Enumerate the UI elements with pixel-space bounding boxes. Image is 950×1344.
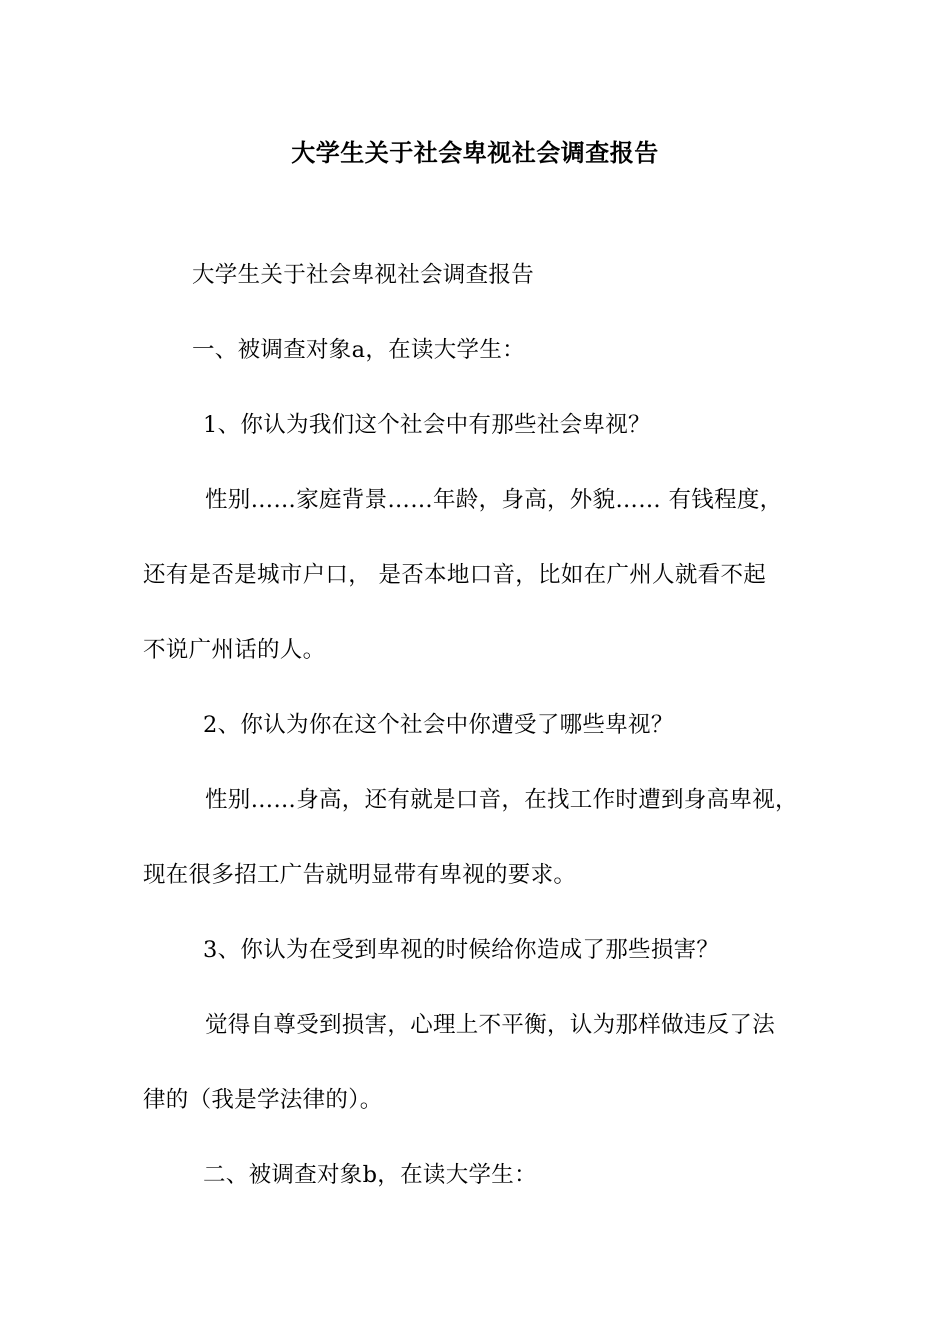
answer-2-line-1: 性别……身高，还有就是口音，在找工作时遭到身高卑视， — [205, 787, 798, 813]
answer-1-line-2: 还有是否是城市户口， 是否本地口音，比如在广州人就看不起 — [143, 562, 767, 588]
section-heading-b: 二、被调查对象b，在读大学生： — [203, 1162, 537, 1188]
question-3: 3、你认为在受到卑视的时候给你造成了那些损害？ — [203, 937, 720, 963]
answer-1-line-1: 性别……家庭背景……年龄，身高，外貌…… 有钱程度， — [205, 487, 783, 513]
answer-1-line-3: 不说广州话的人。 — [143, 637, 326, 663]
answer-2-line-2: 现在很多招工广告就明显带有卑视的要求。 — [143, 862, 577, 888]
answer-3-line-2: 律的（我是学法律的）。 — [143, 1087, 383, 1113]
question-2: 2、你认为你在这个社会中你遭受了哪些卑视？ — [203, 712, 674, 738]
paragraph-subtitle: 大学生关于社会卑视社会调查报告 — [192, 262, 535, 288]
section-heading-a: 一、被调查对象a，在读大学生： — [192, 337, 525, 363]
document-title: 大学生关于社会卑视社会调查报告 — [291, 139, 659, 167]
answer-3-line-1: 觉得自尊受到损害，心理上不平衡，认为那样做违反了法 — [205, 1012, 776, 1038]
question-1: 1、你认为我们这个社会中有那些社会卑视？ — [203, 412, 651, 438]
